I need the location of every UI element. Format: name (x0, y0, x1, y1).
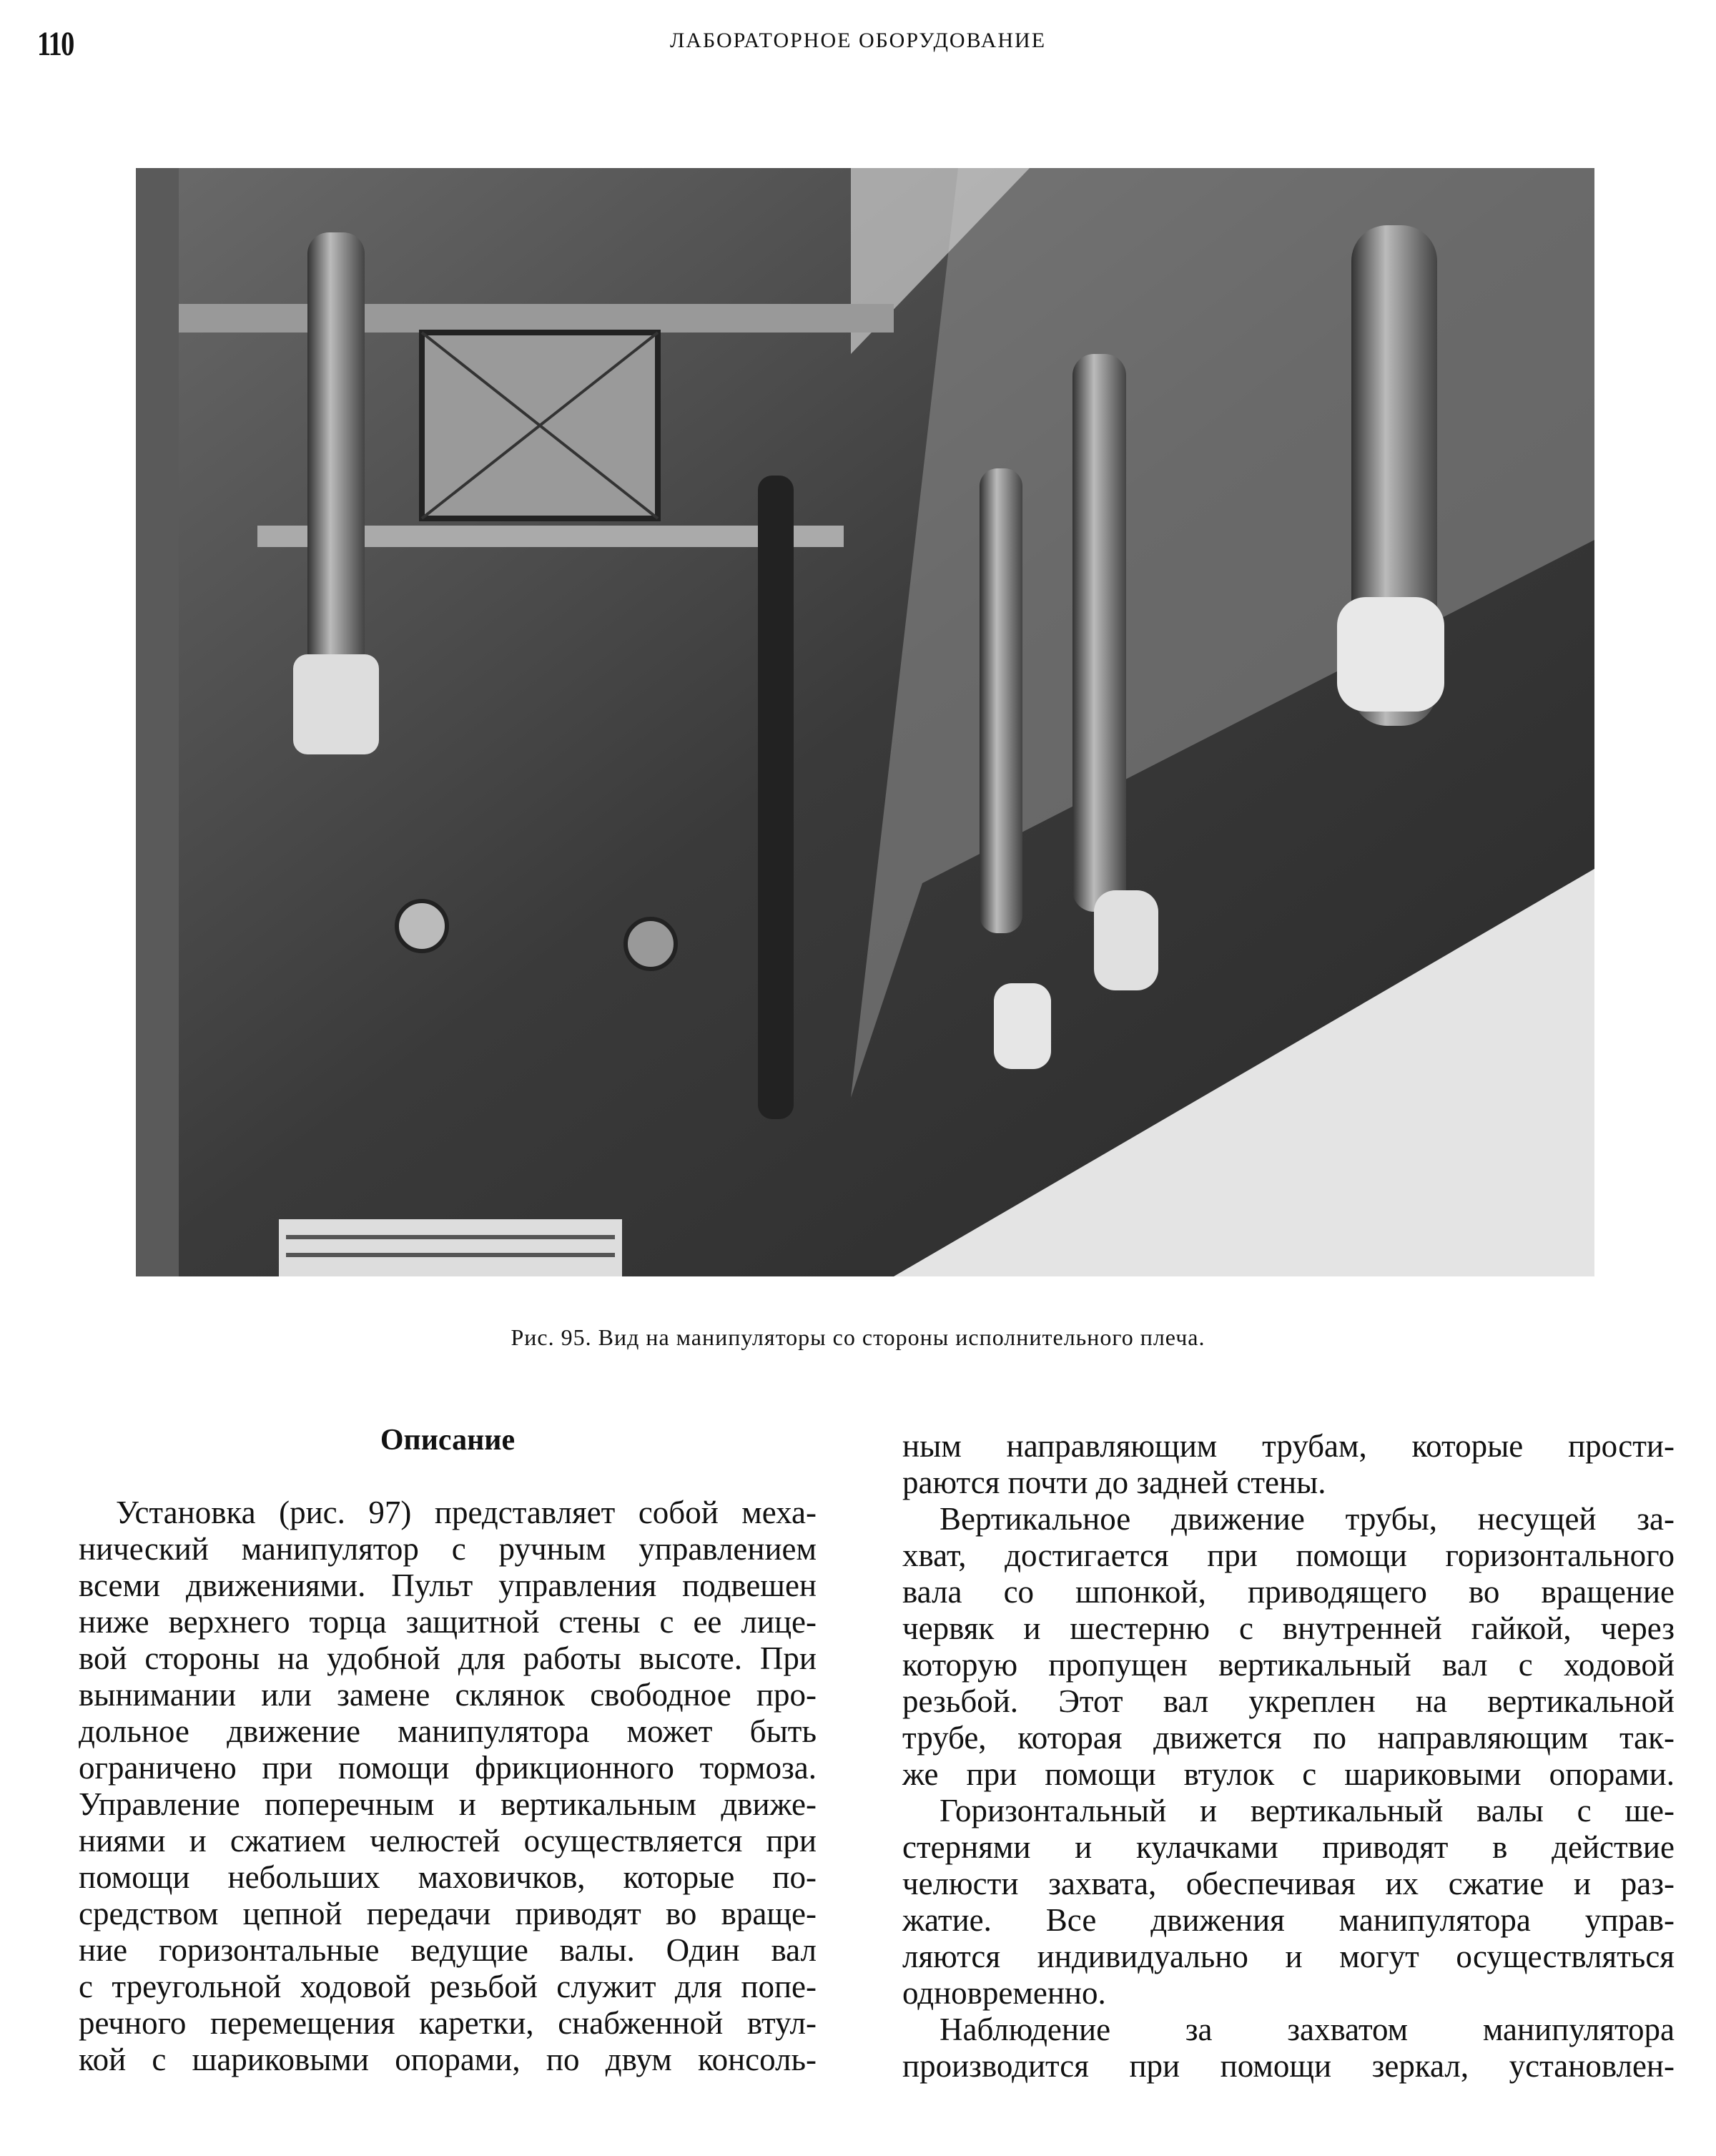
text-line: ние горизонтальные ведущие валы. Один вал (79, 1932, 817, 1968)
text-line: помощи небольших маховичков, которые по- (79, 1859, 817, 1895)
text-line: ограничено при помощи фрикционного тормоза. (79, 1750, 817, 1786)
text-line: Установка (рис. 97) представляет собой меха- (116, 1495, 817, 1530)
text-line: нический манипулятор с ручным управлением (79, 1531, 817, 1567)
text-line: резьбой. Этот вал укреплен на вертикальной (902, 1683, 1675, 1719)
page-number: 110 (37, 25, 74, 63)
text-line: ляются индивидуально и могут осуществляться (902, 1939, 1675, 1974)
running-title: ЛАБОРАТОРНОЕ ОБОРУДОВАНИЕ (669, 29, 1047, 52)
figure-photo-manipulators (136, 168, 1594, 1276)
text-line: жатие. Все движения манипулятора управ- (902, 1902, 1675, 1938)
text-line: которую пропущен вертикальный вал с ходовой (902, 1647, 1675, 1683)
text-line: вынимании или замене склянок свободное про- (79, 1677, 817, 1713)
text-line: ниями и сжатием челюстей осуществляется при (79, 1823, 817, 1859)
text-line: Вертикальное движение трубы, несущей за- (940, 1501, 1675, 1537)
text-line: стернями и кулачками приводят в действие (902, 1829, 1675, 1865)
text-line: раются почти до задней стены. (902, 1465, 1326, 1500)
text-line: производится при помощи зеркал, установлен- (902, 2048, 1675, 2084)
text-line: средством цепной передачи приводят во враще- (79, 1896, 817, 1931)
text-line: с треугольной ходовой резьбой служит для попе- (79, 1969, 817, 2004)
text-line: всеми движениями. Пульт управления подвешен (79, 1567, 817, 1603)
section-heading: Описание (380, 1424, 516, 1457)
text-line: ниже верхнего торца защитной стены с ее лице- (79, 1604, 817, 1640)
text-line: Наблюдение за захватом манипулятора (940, 2012, 1675, 2047)
text-line: червяк и шестерню с внутренней гайкой, через (902, 1610, 1675, 1646)
text-line: же при помощи втулок с шариковыми опорами. (902, 1756, 1675, 1792)
text-line: Горизонтальный и вертикальный валы с ше- (940, 1793, 1675, 1828)
text-line: речного перемещения каретки, снабженной втул- (79, 2005, 817, 2041)
text-line: ным направляющим трубам, которые прости- (902, 1428, 1675, 1464)
figure-caption: Рис. 95. Вид на манипуляторы со стороны исполнительного плеча. (511, 1324, 1205, 1350)
right-text-column (902, 1428, 1675, 2084)
text-line: Управление поперечным и вертикальным движе- (79, 1786, 817, 1822)
text-line: вала со шпонкой, приводящего во вращение (902, 1574, 1675, 1610)
left-text-column (79, 1495, 817, 2078)
text-line: одновременно. (902, 1975, 1106, 2011)
text-line: хват, достигается при помощи горизонтального (902, 1537, 1675, 1573)
text-line: дольное движение манипулятора может быть (79, 1713, 817, 1749)
text-line: вой стороны на удобной для работы высоте. При (79, 1640, 817, 1676)
text-line: трубе, которая движется по направляющим так- (902, 1720, 1675, 1756)
text-line: челюсти захвата, обеспечивая их сжатие и раз- (902, 1866, 1675, 1901)
text-line: кой с шариковыми опорами, по двум консоль- (79, 2042, 817, 2077)
